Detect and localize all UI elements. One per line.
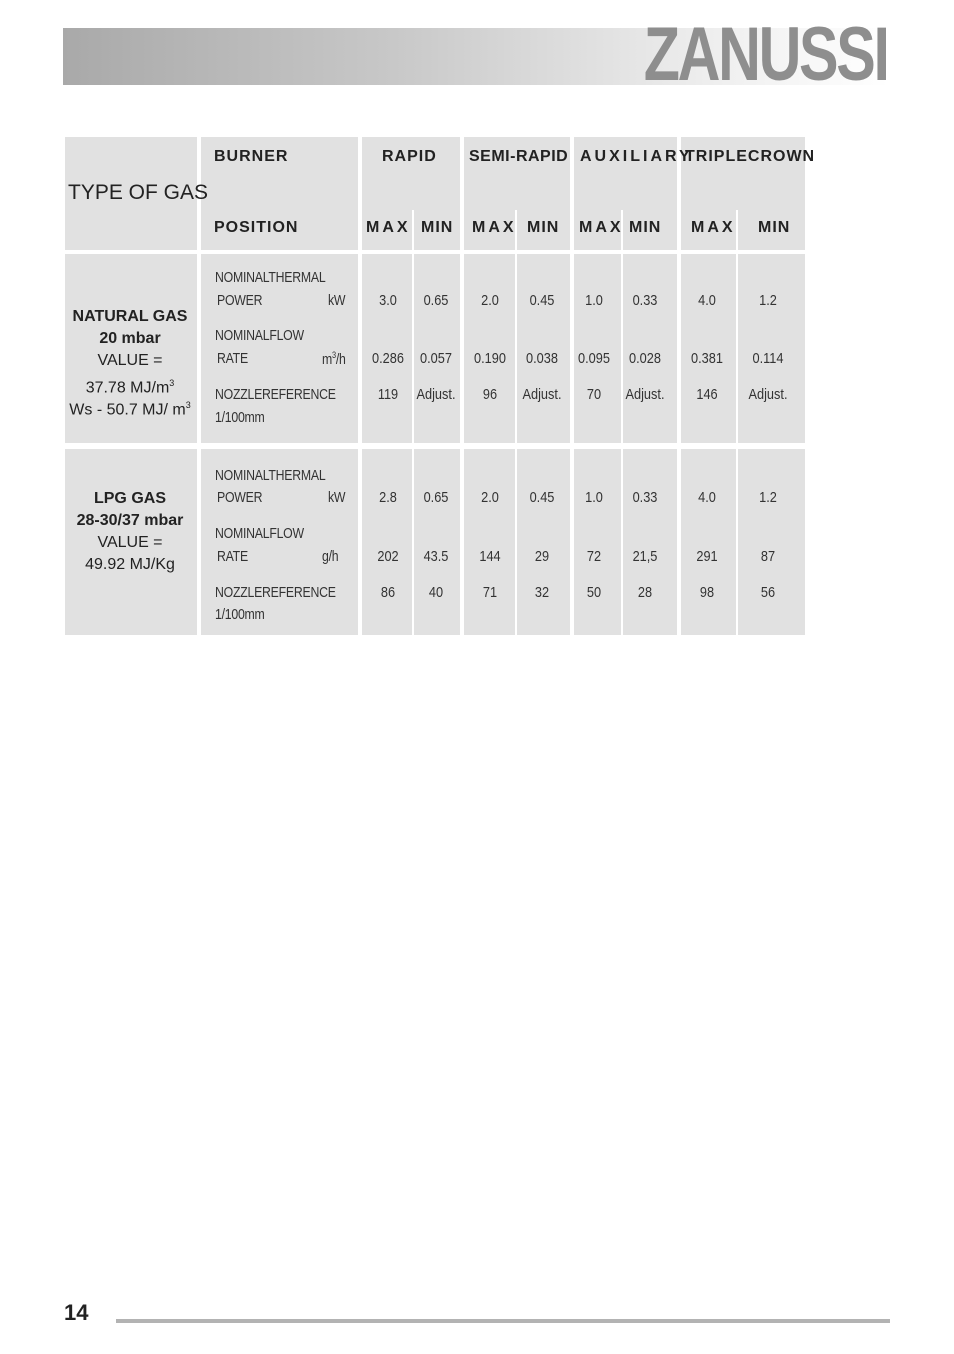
divider xyxy=(515,210,517,635)
lpg-flow-label-2: RATE xyxy=(217,548,248,565)
natural-gas-value-label: VALUE = xyxy=(97,352,163,369)
natural-semi-rapid-cell xyxy=(464,254,570,443)
lpg-gas-name: LPG GAS xyxy=(93,490,166,507)
natural-nozzle-label-2: 1/100mm xyxy=(215,409,265,426)
divider xyxy=(621,210,623,635)
lpg-gas-nozzle-value: 71 xyxy=(482,584,498,601)
footer-rule xyxy=(116,1319,890,1323)
natural-gas-pressure: 20 mbar xyxy=(99,330,161,347)
natural-gas-thermal-value: 0.65 xyxy=(423,292,449,309)
lpg-gas-pressure: 28-30/37 mbar xyxy=(76,512,184,529)
natural-gas-flow-value: 0.038 xyxy=(526,350,558,367)
lpg-gas-nozzle-value: 98 xyxy=(699,584,715,601)
natural-gas-thermal-value: 4.0 xyxy=(698,292,716,309)
natural-gas-value-2: Ws - 50.7 MJ/ $m^3$ xyxy=(69,400,191,419)
natural-gas-thermal-value: 0.45 xyxy=(529,292,555,309)
lpg-gas-value-label: VALUE = xyxy=(97,534,163,551)
natural-gas-thermal-value: 1.0 xyxy=(585,292,603,309)
auxiliary-min-label: MIN xyxy=(629,219,662,236)
natural-gas-name: NATURAL GAS xyxy=(72,308,188,325)
natural-flow-unit: $m^3/h$ xyxy=(322,350,346,368)
lpg-gas-thermal-value: 2.8 xyxy=(379,489,397,506)
rapid-min-label: MIN xyxy=(421,219,454,236)
natural-gas-flow-value: 0.190 xyxy=(474,350,506,367)
brand-logo: ZANUSSI xyxy=(644,12,888,97)
natural-flow-label-1: NOMINALFLOW xyxy=(215,327,304,344)
lpg-gas-thermal-value: 2.0 xyxy=(481,489,499,506)
natural-gas-flow-value: 0.057 xyxy=(420,350,452,367)
lpg-gas-nozzle-value: 28 xyxy=(637,584,653,601)
divider xyxy=(736,210,738,635)
lpg-gas-flow-value: 291 xyxy=(696,548,718,565)
lpg-thermal-label-1: NOMINALTHERMAL xyxy=(215,467,326,484)
lpg-gas-thermal-value: 1.2 xyxy=(759,489,777,506)
burner-triplecrown-label: TRIPLECROWN xyxy=(685,148,816,165)
natural-gas-nozzle-value: 119 xyxy=(377,386,399,403)
natural-thermal-label-1: NOMINALTHERMAL xyxy=(215,269,326,286)
lpg-gas-thermal-value: 0.33 xyxy=(632,489,658,506)
natural-gas-nozzle-value: 96 xyxy=(482,386,498,403)
natural-nozzle-label-1: NOZZLEREFERENCE xyxy=(215,386,336,403)
rapid-max-label: MAX xyxy=(366,219,411,236)
lpg-gas-thermal-value: 0.65 xyxy=(423,489,449,506)
lpg-rapid-cell xyxy=(362,449,460,635)
natural-flow-label-2: RATE xyxy=(217,350,248,367)
natural-gas-flow-value: 0.286 xyxy=(372,350,404,367)
semi-rapid-min-label: MIN xyxy=(527,219,560,236)
lpg-gas-flow-value: 43.5 xyxy=(423,548,449,565)
natural-gas-flow-value: 0.028 xyxy=(629,350,661,367)
natural-gas-value-1: 37.78 $MJ/m^3$ xyxy=(85,378,175,397)
lpg-gas-nozzle-value: 56 xyxy=(760,584,776,601)
lpg-gas-flow-value: 144 xyxy=(479,548,501,565)
burner-rapid-label: RAPID xyxy=(382,148,437,165)
lpg-gas-nozzle-value: 40 xyxy=(428,584,444,601)
burner-semi-rapid-label: SEMI-RAPID xyxy=(469,148,569,165)
natural-gas-nozzle-value: Adjust. xyxy=(416,386,456,403)
lpg-gas-thermal-value: 1.0 xyxy=(585,489,603,506)
type-of-gas-label: TYPE OF GAS xyxy=(68,181,209,204)
natural-auxiliary-cell xyxy=(574,254,677,443)
lpg-auxiliary-cell xyxy=(574,449,677,635)
natural-gas-flow-value: 0.095 xyxy=(578,350,610,367)
natural-gas-nozzle-value: Adjust. xyxy=(625,386,665,403)
lpg-gas-nozzle-value: 86 xyxy=(380,584,396,601)
triplecrown-max-label: MAX xyxy=(691,219,736,236)
auxiliary-max-label: MAX xyxy=(579,219,624,236)
natural-gas-nozzle-value: Adjust. xyxy=(522,386,562,403)
natural-gas-flow-value: 0.381 xyxy=(691,350,723,367)
natural-gas-nozzle-value: 146 xyxy=(696,386,718,403)
lpg-semi-rapid-cell xyxy=(464,449,570,635)
natural-gas-thermal-value: 3.0 xyxy=(379,292,397,309)
burner-label: BURNER xyxy=(214,148,289,165)
lpg-gas-thermal-value: 4.0 xyxy=(698,489,716,506)
lpg-gas-flow-value: 29 xyxy=(534,548,550,565)
lpg-nozzle-label-1: NOZZLEREFERENCE xyxy=(215,584,336,601)
lpg-gas-flow-value: 21,5 xyxy=(632,548,658,565)
natural-gas-thermal-value: 2.0 xyxy=(481,292,499,309)
lpg-thermal-unit: kW xyxy=(328,489,346,506)
position-label: POSITION xyxy=(214,219,299,236)
natural-gas-thermal-value: 0.33 xyxy=(632,292,658,309)
natural-gas-thermal-value: 1.2 xyxy=(759,292,777,309)
divider xyxy=(412,210,414,635)
natural-gas-flow-value: 0.114 xyxy=(752,350,784,367)
natural-thermal-label-2: POWER xyxy=(217,292,263,309)
lpg-gas-flow-value: 87 xyxy=(760,548,776,565)
page-number: 14 xyxy=(64,1300,89,1325)
natural-triplecrown-cell xyxy=(681,254,805,443)
triplecrown-min-label: MIN xyxy=(758,219,791,236)
lpg-gas-flow-value: 202 xyxy=(377,548,399,565)
natural-rapid-cell xyxy=(362,254,460,443)
lpg-thermal-label-2: POWER xyxy=(217,489,263,506)
lpg-triplecrown-cell xyxy=(681,449,805,635)
lpg-gas-thermal-value: 0.45 xyxy=(529,489,555,506)
lpg-gas-nozzle-value: 32 xyxy=(534,584,550,601)
lpg-gas-value-1: 49.92 MJ/Kg xyxy=(85,556,175,573)
lpg-nozzle-label-2: 1/100mm xyxy=(215,606,265,623)
burner-auxiliary-label: AUXILIARY xyxy=(580,148,693,165)
lpg-gas-flow-value: 72 xyxy=(586,548,602,565)
lpg-gas-nozzle-value: 50 xyxy=(586,584,602,601)
natural-thermal-unit: kW xyxy=(328,292,346,309)
lpg-flow-label-1: NOMINALFLOW xyxy=(215,525,304,542)
natural-gas-nozzle-value: 70 xyxy=(586,386,602,403)
lpg-flow-unit: g/h xyxy=(322,548,339,565)
semi-rapid-max-label: MAX xyxy=(472,219,517,236)
natural-gas-nozzle-value: Adjust. xyxy=(748,386,788,403)
